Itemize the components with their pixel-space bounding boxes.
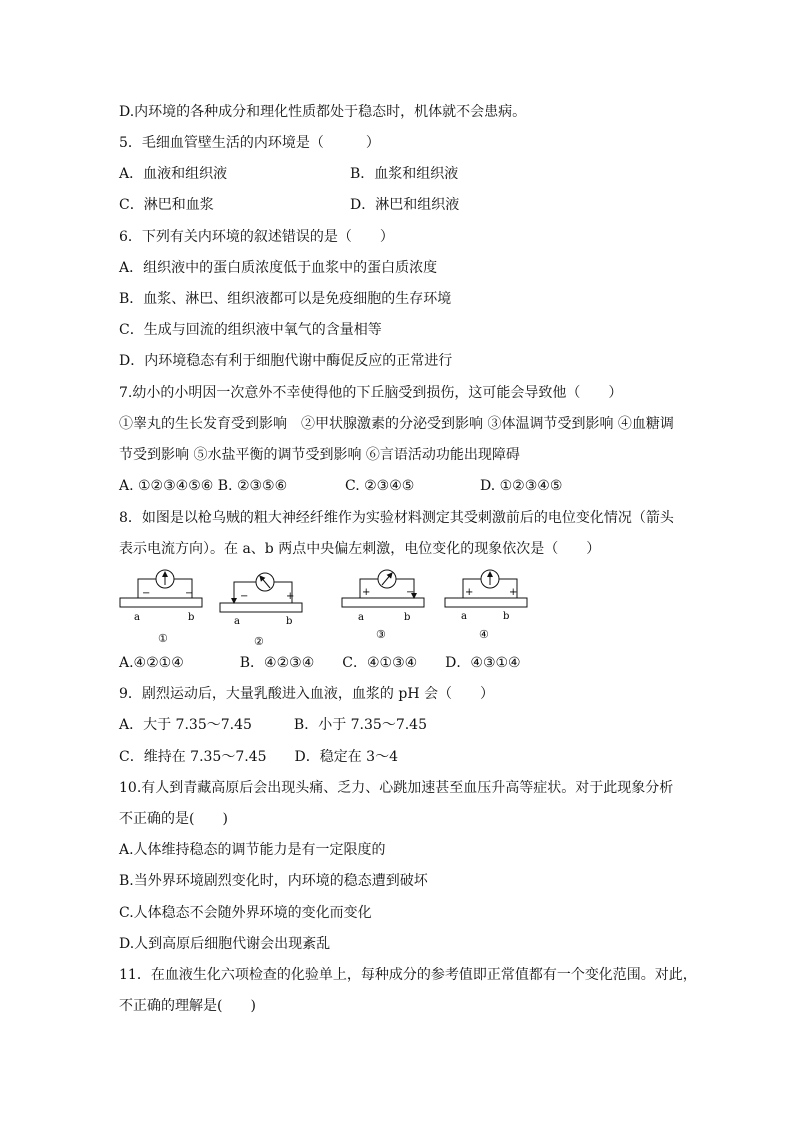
option-10d: D.人到高原后细胞代谢会出现紊乱 xyxy=(119,936,331,952)
question-7-stem-2: 节受到影响 ⑤水盐平衡的调节受到影响 ⑥言语活动功能出现障碍 xyxy=(119,447,520,463)
text-line: D.内环境的各种成分和理化性质都处于稳态时，机体就不会患病。 xyxy=(119,104,527,120)
option-10a: A.人体维持稳态的调节能力是有一定限度的 xyxy=(119,842,386,858)
diagram-2-a: a xyxy=(234,616,240,627)
diagram-3-left-sign: + xyxy=(362,587,371,598)
question-7: 7.幼小的小明因一次意外不幸使得他的下丘脑受到损伤，这可能会导致他（ ） xyxy=(119,385,623,401)
option-6d: D．内环境稳态有利于细胞代谢中酶促反应的正常进行 xyxy=(119,353,453,369)
diagram-3-a: a xyxy=(358,612,364,623)
diagram-1-label: ① xyxy=(158,632,168,645)
question-11-line-2: 不正确的理解是( ) xyxy=(119,998,256,1014)
question-6: 6．下列有关内环境的叙述错误的是（ ） xyxy=(119,229,394,245)
question-5: 5．毛细血管壁生活的内环境是（ ） xyxy=(119,135,380,151)
diagram-4 xyxy=(445,570,527,641)
potential-diagrams-figure xyxy=(110,565,550,645)
option-5a: A．血液和组织液 xyxy=(119,166,228,182)
diagram-3 xyxy=(342,570,424,641)
option-7ab: A. ①②③④⑤⑥ B. ②③⑤⑥ xyxy=(119,478,288,494)
diagram-4-right-sign: + xyxy=(509,587,518,598)
option-6b: B．血浆、淋巴、组织液都可以是免疫细胞的生存环境 xyxy=(119,291,452,307)
question-10-line-1: 10.有人到青藏高原后会出现头痛、乏力、心跳加速甚至血压升高等症状。对于此现象分析 xyxy=(119,780,674,796)
diagram-1 xyxy=(120,570,202,645)
diagram-3-right-sign: − xyxy=(406,587,415,598)
diagram-2 xyxy=(220,573,302,645)
question-10-line-2: 不正确的是( ) xyxy=(119,811,228,827)
diagram-4-label: ④ xyxy=(479,628,489,641)
question-8-line-2: 表示电流方向）。在 a、b 两点中央偏左刺激，电位变化的现象依次是（ ） xyxy=(119,541,601,557)
diagram-2-b: b xyxy=(286,616,293,627)
option-7c: C. ②③④⑤ xyxy=(345,478,415,494)
diagram-1-b: b xyxy=(188,612,195,623)
option-10c: C.人体稳态不会随外界环境的变化而变化 xyxy=(119,905,372,921)
diagram-3-label: ③ xyxy=(376,628,386,641)
options-9ab: A．大于 7.35～7.45 B．小于 7.35～7.45 xyxy=(119,717,427,733)
option-5b: B．血浆和组织液 xyxy=(350,166,459,182)
question-11-line-1: 11．在血液生化六项检查的化验单上，每种成分的参考值即正常值都有一个变化范围。对此， xyxy=(119,967,697,983)
question-7-stem-1: ①睾丸的生长发育受到影响 ②甲状腺激素的分泌受到影响 ③体温调节受到影响 ④血糖调 xyxy=(119,416,674,432)
diagram-2-left-sign: − xyxy=(240,591,249,602)
diagram-1-a: a xyxy=(134,612,140,623)
option-10b: B.当外界环境剧烈变化时，内环境的稳态遭到破坏 xyxy=(119,873,428,889)
question-8-line-1: 8．如图是以枪乌贼的粗大神经纤维作为实验材料测定其受刺激前后的电位变化情况（箭头 xyxy=(119,510,674,526)
options-8: A.④②①④ B．④②③④ C．④①③④ D．④③①④ xyxy=(119,655,521,671)
option-6c: C．生成与回流的组织液中氧气的含量相等 xyxy=(119,322,382,338)
option-5c: C．淋巴和血浆 xyxy=(119,197,214,213)
diagram-4-b: b xyxy=(503,611,510,622)
question-9: 9．剧烈运动后，大量乳酸进入血液，血浆的 pH 会（ ） xyxy=(119,686,494,702)
option-5d: D．淋巴和组织液 xyxy=(350,197,460,213)
diagram-4-left-sign: + xyxy=(465,587,474,598)
diagram-4-a: a xyxy=(461,611,467,622)
diagram-3-b: b xyxy=(404,612,411,623)
diagram-2-right-sign: + xyxy=(286,591,295,602)
diagram-2-label: ② xyxy=(254,635,264,645)
option-6a: A．组织液中的蛋白质浓度低于血浆中的蛋白质浓度 xyxy=(119,260,438,276)
diagram-1-left-sign: − xyxy=(142,588,151,599)
options-9cd: C．维持在 7.35～7.45 D．稳定在 3～4 xyxy=(119,749,398,765)
option-7d: D. ①②③④⑤ xyxy=(480,478,563,494)
diagram-1-right-sign: − xyxy=(185,588,194,599)
